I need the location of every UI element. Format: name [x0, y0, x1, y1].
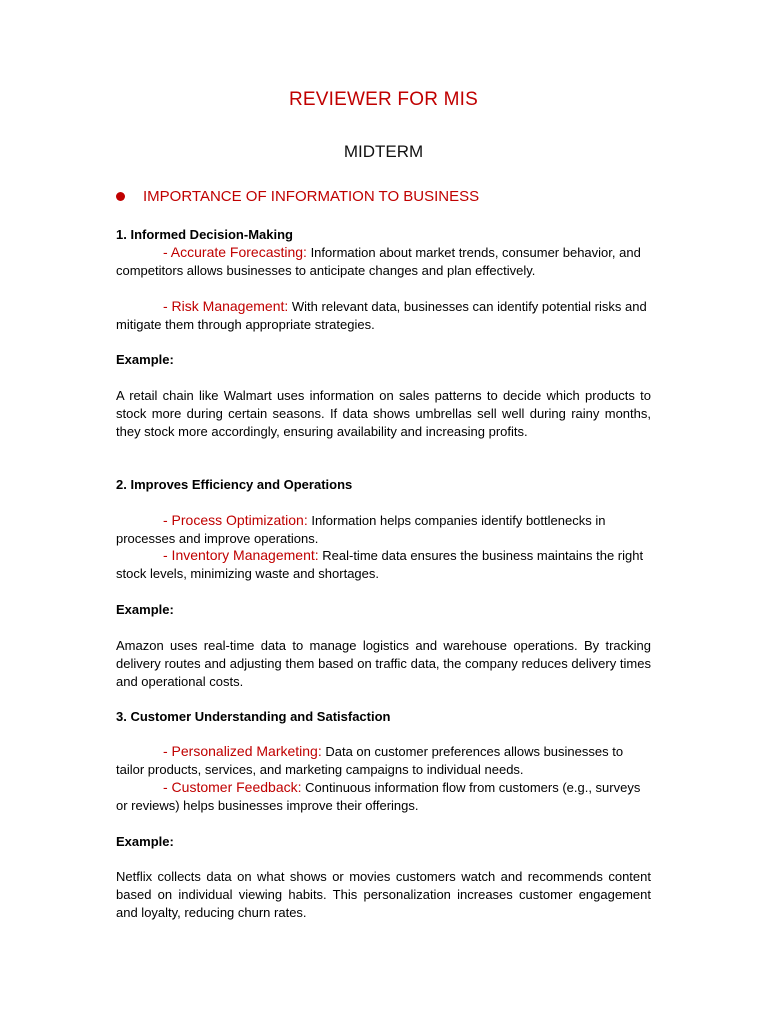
- point-label: - Personalized Marketing:: [163, 743, 322, 759]
- section-heading: [116, 188, 651, 205]
- point-label: - Process Optimization:: [163, 512, 308, 528]
- document-subtitle: MIDTERM: [343, 142, 424, 161]
- item-1-example-text: A retail chain like Walmart uses information on sales patterns to decide which products to stock more during certain seasons. If data shows umbrellas sell well during rainy months, they stock more accordingly, ensuring availability and increasing profits.: [116, 388, 651, 439]
- point-label: - Inventory Management:: [163, 547, 319, 563]
- item-1-example-label: Example:: [116, 352, 174, 367]
- item-3-point-2: [116, 779, 651, 815]
- point-label: - Risk Management:: [163, 298, 289, 314]
- item-3-heading: 3. Customer Understanding and Satisfaction: [116, 709, 391, 724]
- point-text: Real-time data ensures the business maintains the right stock levels, minimizing waste and shortages.: [116, 548, 644, 581]
- item-1-point-1: [116, 244, 651, 280]
- point-text: Continuous information flow from customers (e.g., surveys or reviews) helps businesses improve their offerings.: [116, 780, 641, 813]
- point-text: Data on customer preferences allows businesses to tailor products, services, and marketing campaigns to individual needs.: [116, 744, 624, 777]
- point-label: - Accurate Forecasting:: [163, 244, 307, 260]
- item-3-example-text: Netflix collects data on what shows or movies customers watch and recommends content based on individual viewing habits. This personalization increases customer engagement and loyalty, reducing churn rates.: [116, 869, 651, 920]
- item-1-heading: 1. Informed Decision-Making: [116, 227, 293, 242]
- item-2-point-1: [116, 512, 651, 548]
- item-1-point-2: [116, 298, 651, 334]
- point-text: With relevant data, businesses can identify potential risks and mitigate them through appropriate strategies.: [116, 299, 647, 332]
- item-3-point-1: [116, 743, 651, 779]
- item-2-example-label: Example:: [116, 602, 174, 617]
- bullet-icon: [116, 192, 125, 201]
- document-title: REVIEWER FOR MIS: [289, 89, 478, 110]
- item-3-example-label: Example:: [116, 834, 174, 849]
- point-label: - Customer Feedback:: [163, 779, 302, 795]
- item-2-example-text: Amazon uses real-time data to manage logistics and warehouse operations. By tracking delivery routes and adjusting them based on traffic data, the company reduces delivery times and operational costs.: [116, 638, 651, 689]
- point-text: Information helps companies identify bottlenecks in processes and improve operations.: [116, 513, 606, 546]
- item-2-heading: 2. Improves Efficiency and Operations: [116, 477, 353, 492]
- item-2-point-2: [116, 547, 651, 583]
- section-heading-text: IMPORTANCE OF INFORMATION TO BUSINESS: [143, 188, 480, 205]
- point-text: Information about market trends, consumer behavior, and competitors allows businesses to anticipate changes and plan effectively.: [116, 245, 641, 278]
